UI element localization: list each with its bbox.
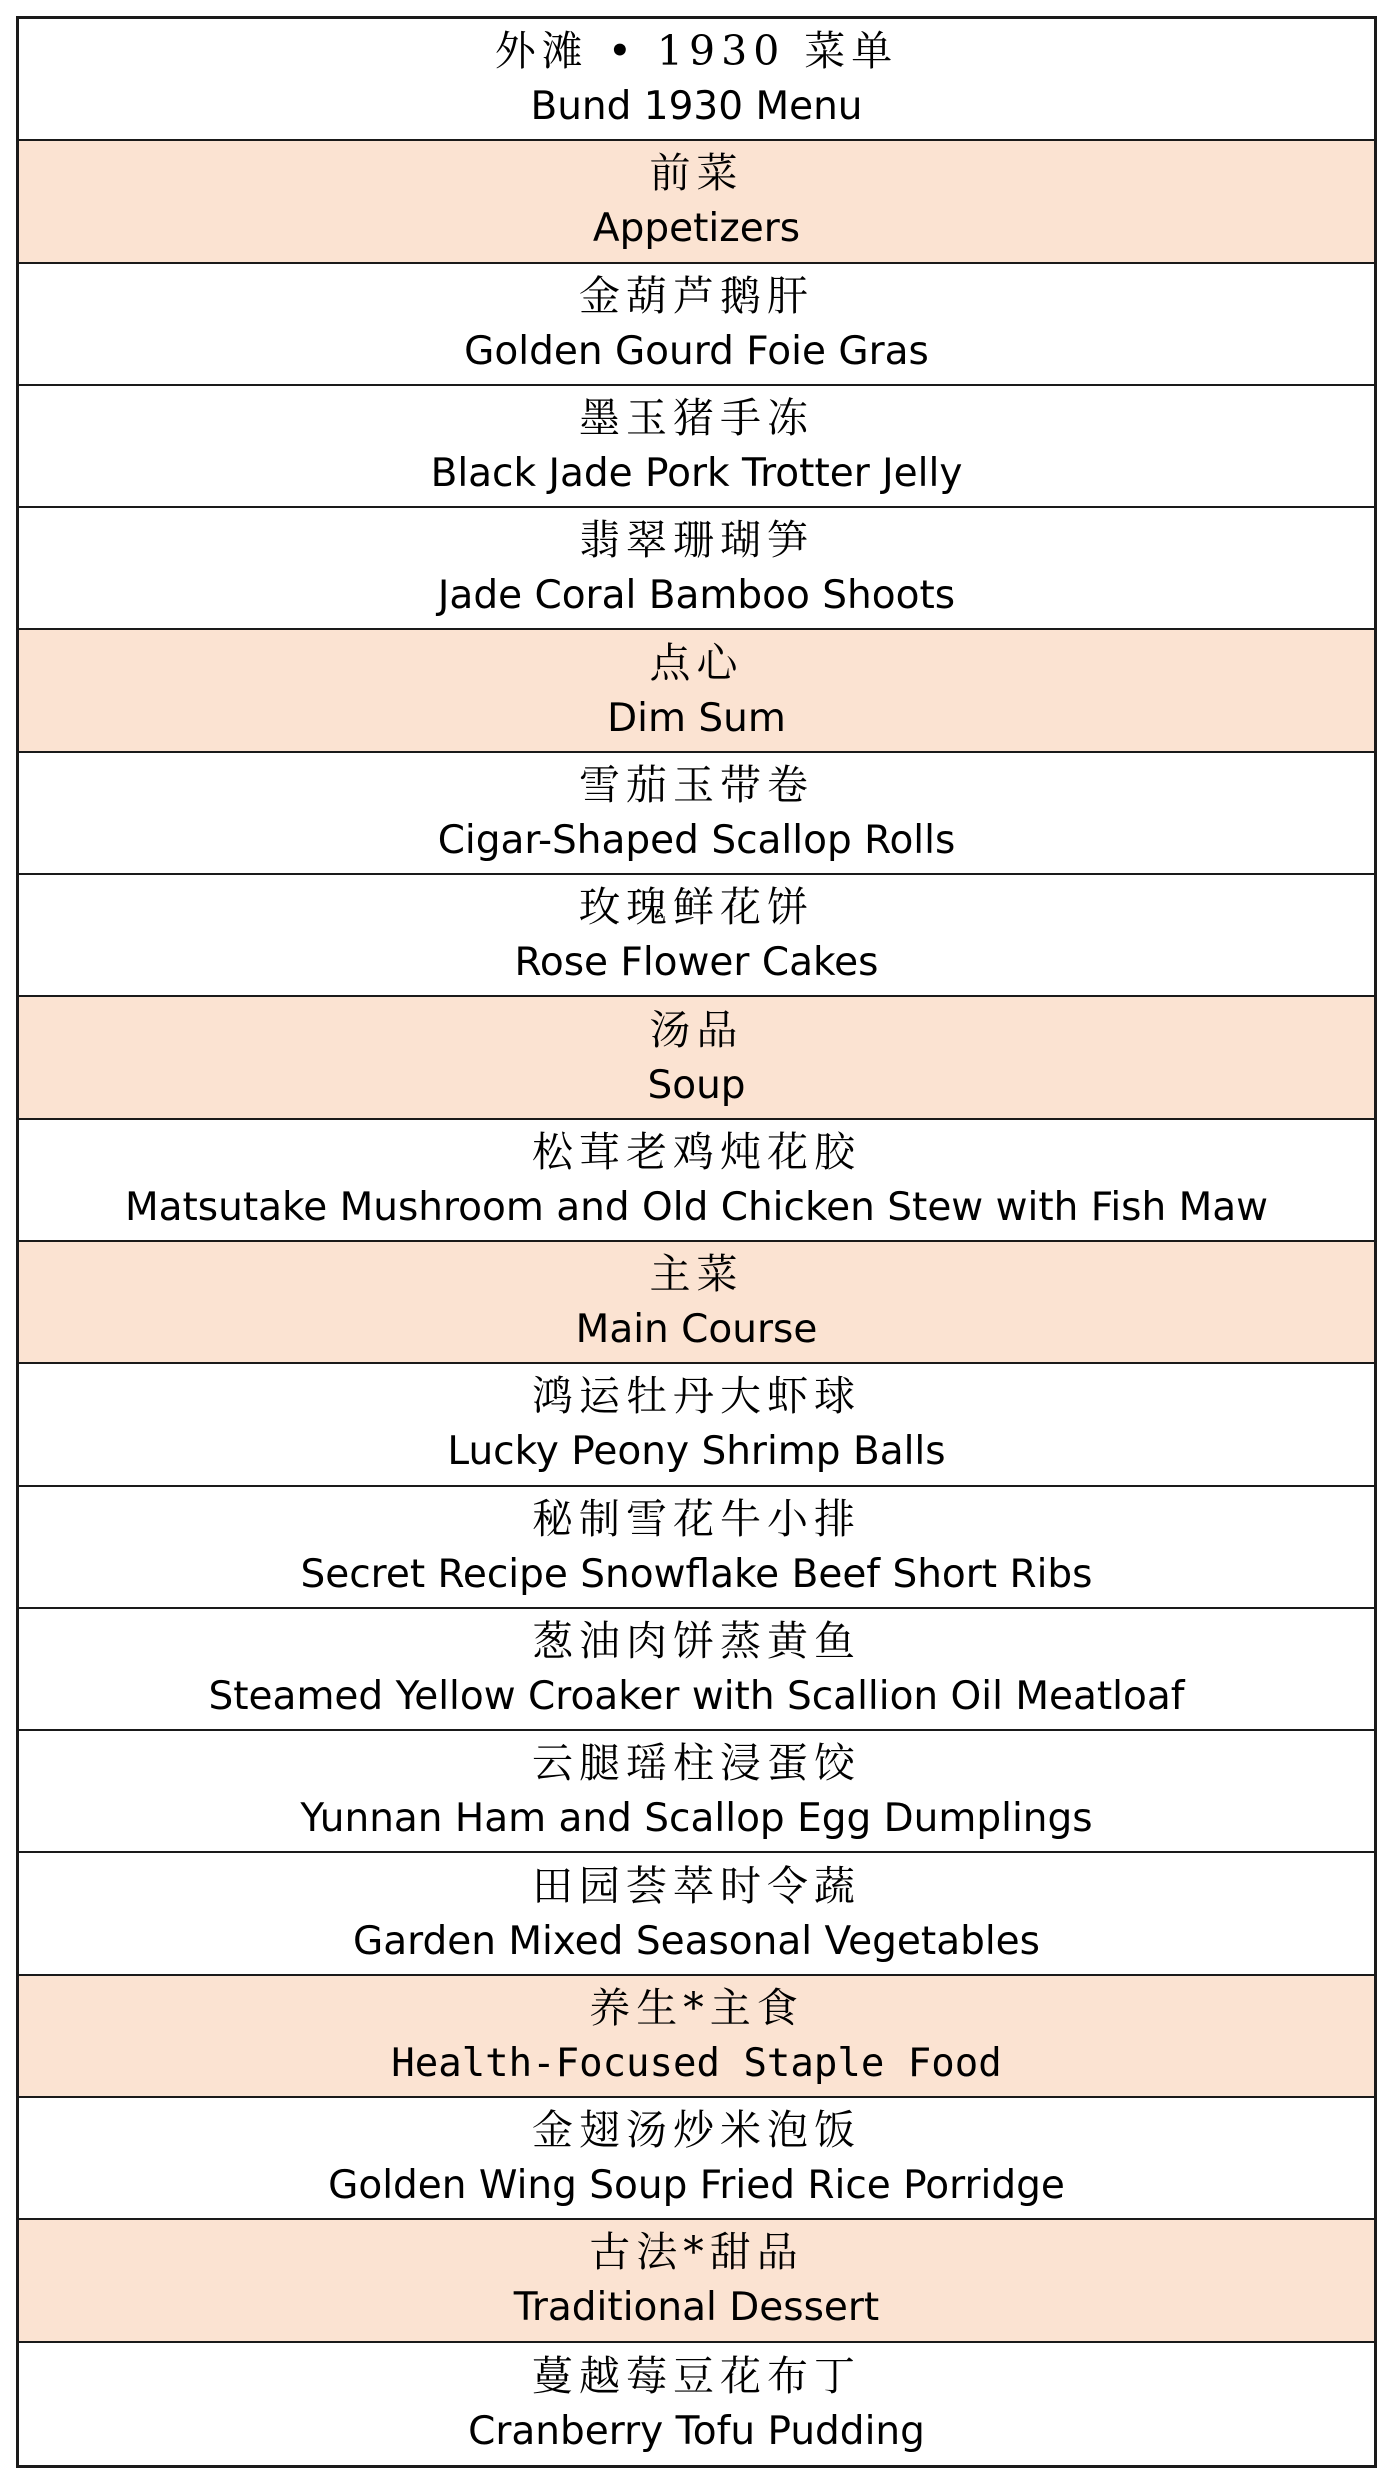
- dish-name-zh: 鸿运牡丹大虾球: [532, 1372, 861, 1421]
- section-name-zh: 古法*甜品: [589, 2228, 804, 2277]
- dish-name-en: Yunnan Ham and Scallop Egg Dumplings: [300, 1796, 1093, 1842]
- section-name-en: Appetizers: [592, 206, 801, 252]
- dish-name-en: Golden Wing Soup Fried Rice Porridge: [328, 2163, 1065, 2209]
- dish-name-zh: 松茸老鸡炖花胶: [532, 1127, 861, 1176]
- dish-name-en: Steamed Yellow Croaker with Scallion Oil Meatloaf: [208, 1674, 1185, 1719]
- section-name-zh: 主菜: [649, 1250, 744, 1299]
- menu-title-row: [19, 19, 1374, 141]
- dish-name-en: Jade Coral Bamboo Shoots: [437, 573, 956, 619]
- dish-name-zh: 蔓越莓豆花布丁: [532, 2351, 861, 2400]
- section-name-zh: 养生*主食: [589, 1983, 804, 2032]
- section-name-en: Soup: [647, 1062, 746, 1108]
- menu-item-row: [19, 875, 1374, 997]
- section-header-row: [19, 1976, 1374, 2098]
- dish-name-zh: 葱油肉饼蒸黄鱼: [532, 1617, 861, 1665]
- section-header-row: [19, 1242, 1374, 1364]
- dish-name-en: Lucky Peony Shrimp Balls: [447, 1429, 946, 1475]
- dish-name-zh: 翡翠珊瑚笋: [579, 516, 814, 565]
- section-name-en: Main Course: [575, 1307, 818, 1353]
- dish-name-zh: 玫瑰鲜花饼: [579, 883, 814, 932]
- dish-name-zh: 金葫芦鹅肝: [579, 271, 814, 320]
- section-name-zh: 前菜: [649, 149, 744, 198]
- menu-item-row: [19, 1609, 1374, 1731]
- dish-name-zh: 金翅汤炒米泡饭: [532, 2106, 861, 2155]
- dish-name-en: Secret Recipe Snowflake Beef Short Ribs: [300, 1551, 1093, 1597]
- section-header-row: [19, 2220, 1374, 2342]
- section-name-en: Dim Sum: [607, 695, 786, 741]
- menu-item-row: [19, 1731, 1374, 1853]
- menu-title-zh: 外滩 • 1930 菜单: [494, 27, 899, 76]
- dish-name-en: Matsutake Mushroom and Old Chicken Stew with Fish Maw: [124, 1184, 1269, 1230]
- menu-item-row: [19, 386, 1374, 508]
- menu-item-row: [19, 1487, 1374, 1609]
- section-header-row: [19, 997, 1374, 1119]
- dish-name-zh: 田园荟萃时令蔬: [532, 1861, 861, 1910]
- menu-item-row: [19, 1364, 1374, 1486]
- dish-name-zh: 雪茄玉带卷: [579, 760, 814, 809]
- dish-name-en: Golden Gourd Foie Gras: [464, 328, 929, 374]
- dish-name-zh: 云腿瑶柱浸蛋饺: [532, 1739, 861, 1788]
- menu-item-row: [19, 2343, 1374, 2465]
- menu-item-row: [19, 1853, 1374, 1975]
- menu-title-en: Bund 1930 Menu: [530, 84, 863, 130]
- section-name-en: Health-Focused Staple Food: [391, 2040, 1002, 2086]
- menu-item-row: [19, 264, 1374, 386]
- menu-table: [16, 16, 1377, 2468]
- menu-item-row: [19, 2098, 1374, 2220]
- section-header-row: [19, 630, 1374, 752]
- section-header-row: [19, 141, 1374, 263]
- section-name-zh: 汤品: [649, 1005, 744, 1054]
- dish-name-en: Cigar-Shaped Scallop Rolls: [437, 817, 956, 863]
- menu-item-row: [19, 1120, 1374, 1242]
- dish-name-zh: 墨玉猪手冻: [579, 394, 814, 443]
- menu-item-row: [19, 508, 1374, 630]
- section-name-en: Traditional Dessert: [513, 2285, 880, 2331]
- dish-name-zh: 秘制雪花牛小排: [532, 1494, 861, 1543]
- dish-name-en: Garden Mixed Seasonal Vegetables: [352, 1918, 1040, 1964]
- dish-name-en: Rose Flower Cakes: [514, 940, 879, 986]
- section-name-zh: 点心: [649, 638, 744, 687]
- menu-item-row: [19, 753, 1374, 875]
- dish-name-en: Cranberry Tofu Pudding: [468, 2408, 925, 2454]
- dish-name-en: Black Jade Pork Trotter Jelly: [430, 451, 963, 497]
